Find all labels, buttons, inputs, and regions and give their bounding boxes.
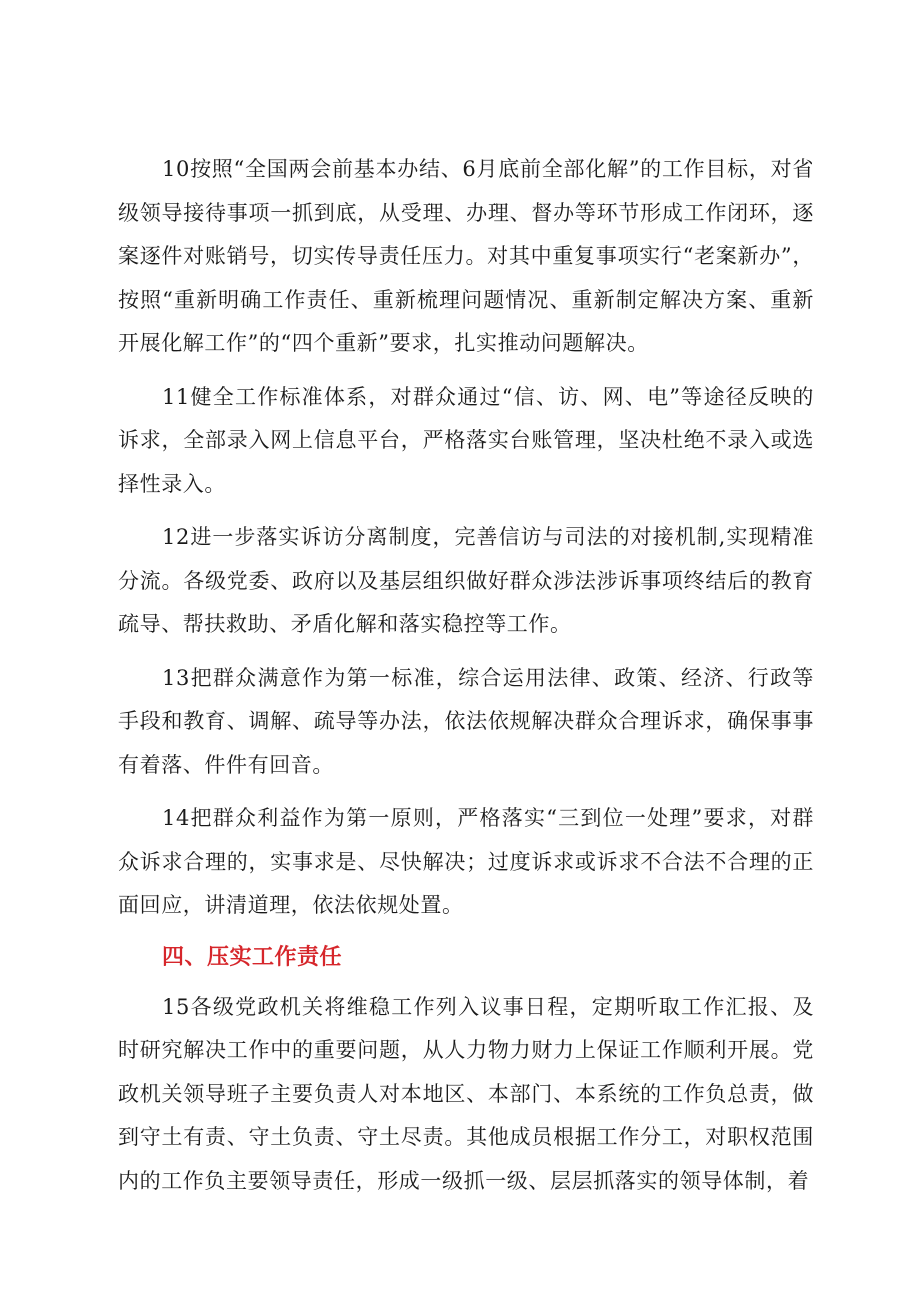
paragraph-12: 12进一步落实诉访分离制度，完善信访与司法的对接机制,实现精准分流。各级党委、政府以及基层组织做好群众涉法涉诉事项终结后的教育疏导、帮扶救助、矛盾化解和落实稳控等工作。: [118, 525, 814, 636]
paragraph-15: 15各级党政机关将维稳工作列入议事日程，定期听取工作汇报、及时研究解决工作中的重要问题，从人力物力财力上保证工作顺利开展。党政机关领导班子主要负责人对本地区、本部门、本系统的工作负总责，做到守土有责、守土负责、守土尽责。其他成员根据工作分工，对职权范围内的工作负主要领导责任，形成一级抓一级、层层抓落实的领导体制，着: [118, 994, 814, 1193]
paragraph-10: 10按照“全国两会前基本办结、6月底前全部化解”的工作目标，对省级领导接待事项一抓到底，从受理、办理、督办等环节形成工作闭环，逐案逐件对账销号，切实传导责任压力。对其中重复事项实行“老案新办”，按照“重新明确工作责任、重新梳理问题情况、重新制定解决方案、重新开展化解工作”的“四个重新”要求，扎实推动问题解决。: [118, 157, 814, 355]
document-body: [118, 148, 814, 1213]
paragraph-13: 13把群众满意作为第一标准，综合运用法律、政策、经济、行政等手段和教育、调解、疏导等办法，依法依规解决群众合理诉求，确保事事有着落、件件有回音。: [118, 665, 814, 777]
paragraph-11: 11健全工作标准体系，对群众通过“信、访、网、电”等途径反映的诉求，全部录入网上信息平台，严格落实台账管理，坚决杜绝不录入或选择性录入。: [118, 384, 814, 496]
section-heading: 四、压实工作责任: [162, 944, 343, 970]
paragraph-14: 14把群众利益作为第一原则，严格落实“三到位一处理”要求，对群众诉求合理的，实事求是、尽快解决；过度诉求或诉求不合法不合理的正面回应，讲清道理，依法依规处置。: [118, 806, 814, 917]
